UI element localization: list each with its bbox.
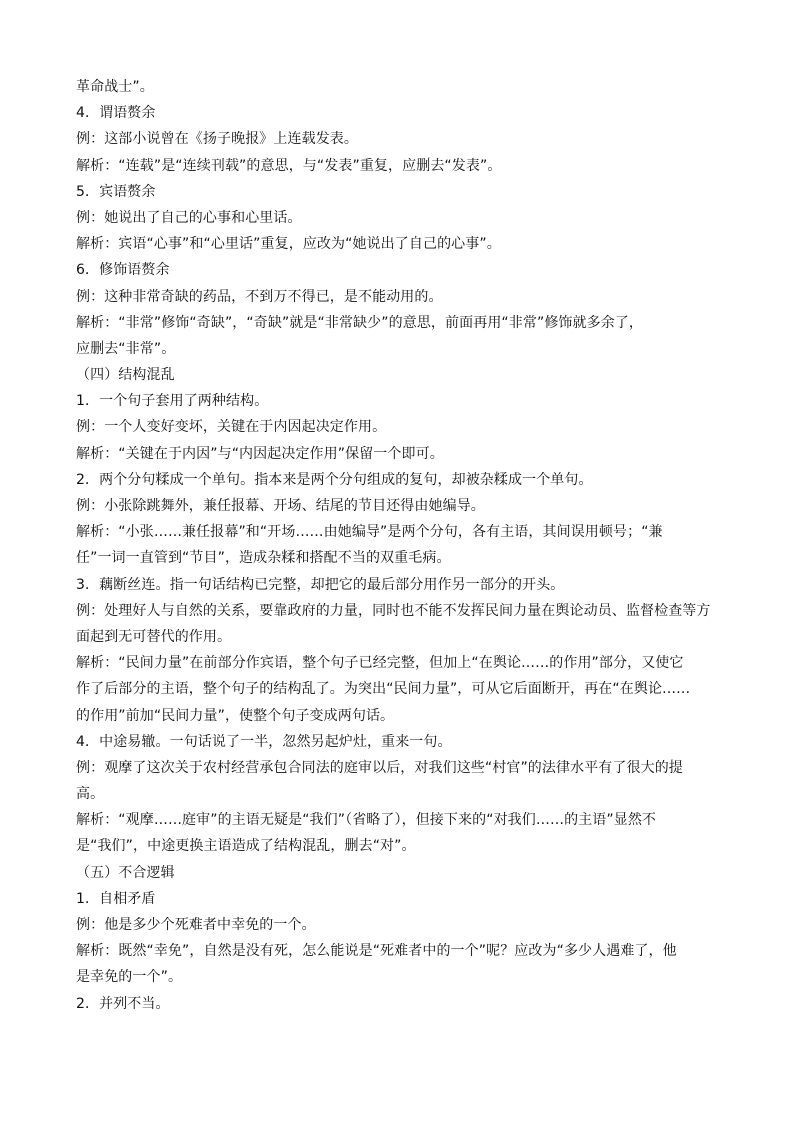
analysis-line: 解析：“观摩……庭审”的主语无疑是“我们”（省略了），但接下来的“对我们……的主语”显然不 — [76, 812, 657, 829]
section-heading: 1．自相矛盾 — [76, 890, 156, 907]
example-line: 面起到无可替代的作用。 — [76, 628, 232, 645]
example-line: 例：小张除跳舞外，兼任报幕、开场、结尾的节目还得由她编导。 — [76, 498, 485, 514]
analysis-line: 应删去“非常”。 — [76, 340, 176, 357]
example-line: 高。 — [76, 786, 105, 803]
section-heading: 4．谓语赘余 — [76, 105, 156, 122]
analysis-line: 是“我们”，中途更换主语造成了结构混乱，删去“对”。 — [76, 838, 416, 855]
analysis-line: 解析：既然“幸免”，自然是没有死，怎么能说是“死难者中的一个”呢？应改为“多少人遇难了，他 — [76, 943, 677, 960]
analysis-line: 解析：“小张……兼任报幕”和“开场……由她编导”是两个分句，各有主语，其间误用顿号；“兼 — [76, 524, 663, 541]
section-heading: 3．藕断丝连。指一句话结构已完整，却把它的最后部分用作另一部分的开头。 — [76, 576, 565, 593]
section-heading: 2．并列不当。 — [76, 995, 170, 1012]
analysis-line: 解析：“连载”是“连续刊载”的意思，与“发表”重复，应删去“发表”。 — [76, 157, 502, 174]
analysis-line: 解析：“非常”修饰“奇缺”，“奇缺”就是“非常缺少”的意思，前面再用“非常”修饰就多余了， — [76, 314, 644, 331]
section-heading: 5．宾语赘余 — [76, 183, 156, 200]
chapter-heading: （五）不合逻辑 — [76, 864, 175, 881]
example-line: 例：观摩了这次关于农村经营承包合同法的庭审以后，对我们这些“村官”的法律水平有了很大的提 — [76, 759, 683, 776]
section-heading: 1．一个句子套用了两种结构。 — [76, 393, 269, 410]
example-line: 例：一个人变好变坏，关键在于内因起决定作用。 — [76, 419, 387, 436]
analysis-line: 的作用”前加“民间力量”，使整个句子变成两句话。 — [76, 707, 395, 724]
analysis-line: 解析：宾语“心事”和“心里话”重复，应改为“她说出了自己的心事”。 — [76, 236, 501, 253]
analysis-line: 解析：“关键在于内因”与“内因起决定作用”保留一个即可。 — [76, 445, 444, 462]
section-heading: 2．两个分句糅成一个单句。指本来是两个分句组成的复句，却被杂糅成一个单句。 — [76, 471, 593, 488]
example-line: 例：他是多少个死难者中幸免的一个。 — [76, 917, 316, 933]
section-heading: 4．中途易辙。一句话说了一半，忽然另起炉灶，重来一句。 — [76, 733, 452, 750]
example-line: 例：这种非常奇缺的药品，不到万不得已，是不能动用的。 — [76, 288, 443, 305]
example-line: 例：她说出了自己的心事和心里话。 — [76, 209, 302, 226]
analysis-line: 作了后部分的主语，整个句子的结构乱了。为突出“民间力量”，可从它后面断开，再在“在舆论…… — [76, 681, 691, 698]
analysis-line: 解析：“民间力量”在前部分作宾语，整个句子已经完整，但加上“在舆论……的作用”部分，又使它 — [76, 655, 684, 672]
document-page — [76, 74, 722, 1017]
analysis-line: 任”一词一直管到“节目”，造成杂糅和搭配不当的双重毛病。 — [76, 550, 451, 567]
example-line: 例：这部小说曾在《扬子晚报》上连载发表。 — [76, 131, 358, 148]
example-line: 例：处理好人与自然的关系，要靠政府的力量，同时也不能不发挥民间力量在舆论动员、监督检查等方 — [76, 602, 711, 619]
text-line: 革命战士”。 — [76, 79, 154, 95]
chapter-heading: （四）结构混乱 — [76, 367, 175, 384]
analysis-line: 是幸免的一个”。 — [76, 969, 183, 986]
section-heading: 6．修饰语赘余 — [76, 262, 170, 279]
